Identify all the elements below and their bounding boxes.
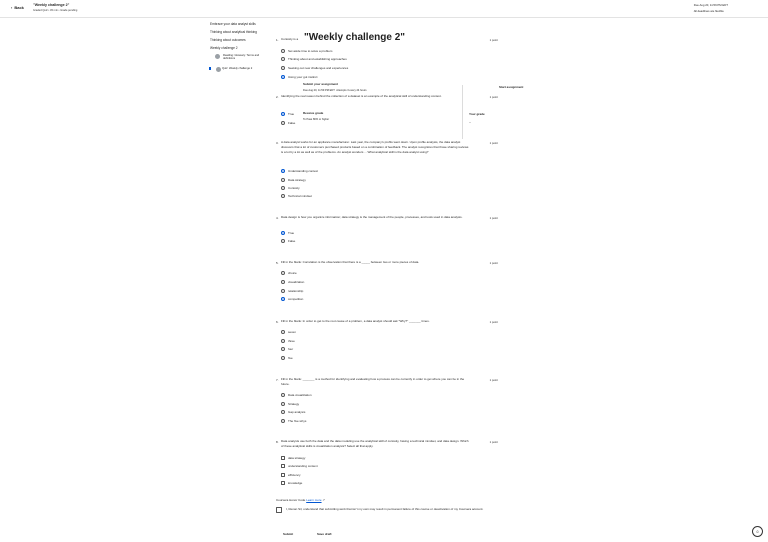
radio-icon xyxy=(281,419,285,423)
option[interactable]: Understanding context xyxy=(281,169,318,173)
radio-icon xyxy=(281,178,285,182)
radio-icon xyxy=(281,194,285,198)
option[interactable]: choice xyxy=(281,271,297,275)
points-label: 1 point xyxy=(489,216,498,220)
quiz-icon xyxy=(216,67,221,72)
option[interactable]: data strategy xyxy=(281,456,305,460)
sidebar-item-embrace[interactable]: Embrace your data analyst skills xyxy=(210,22,256,26)
option[interactable]: Data strategy xyxy=(281,178,306,182)
points-label: 1 point xyxy=(489,378,498,382)
option[interactable]: efficiency xyxy=(281,473,300,477)
option[interactable]: Data visualization xyxy=(281,393,312,397)
option[interactable]: Thinking about and establishing approaches xyxy=(281,57,347,61)
learn-more-link[interactable]: Learn more xyxy=(306,498,322,502)
honor-agreement[interactable] xyxy=(276,507,492,513)
radio-selected-icon xyxy=(281,112,285,116)
reading-icon xyxy=(215,54,220,59)
deadline-note[interactable]: All deadlines are flexible xyxy=(693,9,724,13)
sidebar-item-thinking-outcomes[interactable]: Thinking about outcomes xyxy=(210,38,246,42)
receive-grade-heading: Receive grade xyxy=(303,111,324,115)
overlay-title: "Weekly challenge 2" xyxy=(304,32,406,43)
checkbox-icon xyxy=(281,473,285,477)
option[interactable]: visualization xyxy=(281,280,304,284)
question-text: Identifying the real reason behind the collection of a dataset is an example of the analytical skill of understanding context. xyxy=(281,94,442,98)
points-label: 1 point xyxy=(489,141,498,145)
question-text: Fill in the blank: Correlation is the observation that there is a _____ between two or more pieces of data. xyxy=(281,260,420,264)
radio-icon xyxy=(281,339,285,343)
question-text: A data analyst works for an appliance manufacturer. Last year, the company's profits went down. Upon profile analysis, the data analyst discovers that a lot of customers purchased products based on a combination of feedback. The analyst recognizes that those sharing reviews is a lot by a lot as well as of the problems. An analyst wonders ... What analytical skill is the data analyst using? xyxy=(281,140,469,155)
radio-icon xyxy=(281,186,285,190)
option[interactable]: Technical mindset xyxy=(281,194,312,198)
checkbox-icon xyxy=(281,456,285,460)
sidebar-nav xyxy=(210,22,266,76)
radio-icon xyxy=(281,57,285,61)
radio-icon xyxy=(281,121,285,125)
question-text: Data design is how you organize information; data strategy is the management of the people, processes, and tools used in data analysis. xyxy=(281,215,463,219)
back-button[interactable]: ‹ Back xyxy=(11,5,24,10)
quiz-title: "Weekly challenge 2" xyxy=(33,3,70,7)
option[interactable]: True xyxy=(281,112,294,116)
option[interactable]: False xyxy=(281,239,295,243)
question-text: Fill in the blank: _______ is a method for identifying and evaluating how a process can be currently in order to get where you can be in the future. xyxy=(281,377,465,387)
overlay-due: Due Aug 20, 11:59 PM EDT Attempts 3 every 24 hours xyxy=(303,89,367,92)
grade-panel xyxy=(462,85,537,139)
submit-button[interactable]: Submit xyxy=(283,532,294,536)
radio-icon xyxy=(281,49,285,53)
radio-icon xyxy=(281,330,285,334)
agree-checkbox[interactable] xyxy=(276,507,282,513)
option[interactable]: True xyxy=(281,231,294,235)
option[interactable]: Gap analysis xyxy=(281,410,305,414)
radio-selected-icon xyxy=(281,75,285,79)
option[interactable]: five xyxy=(281,356,293,360)
points-label: 1 point xyxy=(489,38,498,42)
external-link-icon: ↗ xyxy=(322,498,325,502)
top-header xyxy=(0,0,768,18)
question-text: Data analysts use both the data and the data modeling use the analytical skill of curiosity, having a technical mindset, and data design. Which of these analytical skills is visualization analysis? Select all that apply. xyxy=(281,439,469,449)
honor-code: Coursera Honor Code Learn more ↗ xyxy=(276,498,325,502)
option[interactable]: Strategy xyxy=(281,402,299,406)
option[interactable]: knowledge xyxy=(281,481,302,485)
sidebar-item-thinking-analytical[interactable]: Thinking about analytical thinking xyxy=(210,30,257,34)
radio-icon xyxy=(281,289,285,293)
radio-icon xyxy=(281,356,285,360)
radio-icon xyxy=(281,66,285,70)
radio-icon xyxy=(281,280,285,284)
radio-selected-icon xyxy=(281,231,285,235)
checkbox-icon xyxy=(281,464,285,468)
radio-icon xyxy=(281,402,285,406)
option[interactable]: understanding context xyxy=(281,464,318,468)
grade-value: -- xyxy=(469,120,471,124)
radio-icon xyxy=(281,239,285,243)
option[interactable]: competition xyxy=(281,297,303,301)
option[interactable]: three xyxy=(281,339,295,343)
radio-selected-icon xyxy=(281,297,285,301)
save-draft-button[interactable]: Save draft xyxy=(317,532,332,536)
due-date: Due Aug 20, 11:59 PM EDT xyxy=(693,3,728,7)
option[interactable]: Curiosity xyxy=(281,186,300,190)
your-grade-label: Your grade xyxy=(469,112,485,116)
option[interactable]: Seeking out new challenges and experiences xyxy=(281,66,348,70)
radio-selected-icon xyxy=(281,169,285,173)
agree-text: I, Renan Sil, understand that submitting work that isn't my own may result in permanent failure of this course or deactivation of my Coursera account. xyxy=(286,507,484,511)
option[interactable]: Set aside time to solve a problem xyxy=(281,49,332,53)
quiz-subtitle: Graded Quiz • 45 min • Grade pending xyxy=(33,8,78,12)
checkbox-icon xyxy=(281,481,285,485)
question-text: Curiosity is a xyxy=(281,37,299,41)
points-label: 1 point xyxy=(489,261,498,265)
chevron-left-icon: ‹ xyxy=(11,5,13,10)
question-text: Fill in the blank: In order to get to the root cause of a problem, a data analyst should ask "Why?" _______ times. xyxy=(281,319,430,323)
option[interactable]: Using your gut instinct xyxy=(281,75,318,79)
deadline-info xyxy=(694,3,728,15)
sidebar-subitem-quiz[interactable]: Quiz: Weekly challenge 2 xyxy=(209,67,266,70)
to-pass-text: To Pass 80% or higher xyxy=(303,118,330,121)
points-label: 1 point xyxy=(489,440,498,444)
submit-assignment-heading: Submit your assignment xyxy=(303,82,339,86)
chat-icon[interactable]: ☺ xyxy=(752,526,763,537)
sidebar-item-weekly-challenge[interactable]: Weekly challenge 2 xyxy=(210,46,238,50)
radio-icon xyxy=(281,347,285,351)
points-label: 1 point xyxy=(489,95,498,99)
option[interactable]: The five whys xyxy=(281,419,306,423)
option[interactable]: seven xyxy=(281,330,296,334)
start-assignment-button[interactable]: Start assignment xyxy=(499,85,524,89)
sidebar-subitem-glossary[interactable]: Reading: Glossary: Terms and definitions xyxy=(210,54,266,61)
radio-icon xyxy=(281,271,285,275)
radio-icon xyxy=(281,410,285,414)
radio-icon xyxy=(281,393,285,397)
option[interactable]: relationship xyxy=(281,289,303,293)
option[interactable]: four xyxy=(281,347,293,351)
points-label: 1 point xyxy=(489,320,498,324)
option[interactable]: False xyxy=(281,121,295,125)
